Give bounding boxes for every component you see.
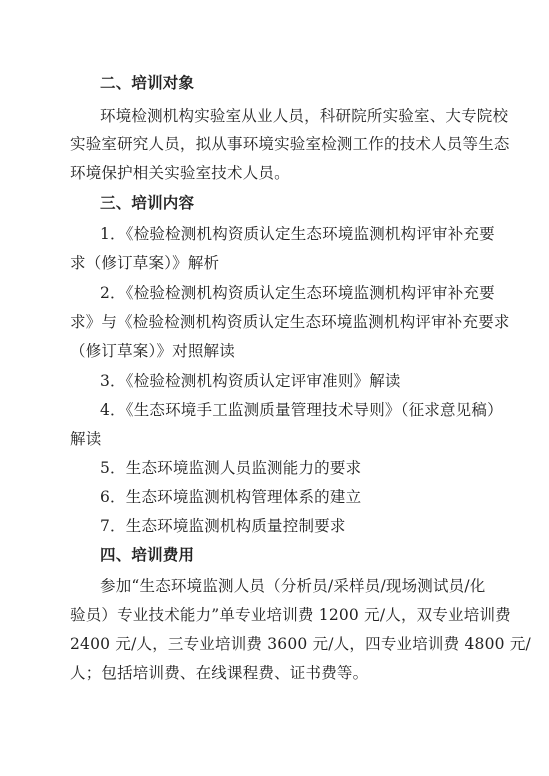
list-item-line: 3．《检验检测机构资质认定评审准则》解读 [100,372,401,390]
paragraph-line: 2400 元/人，三专业培训费 3600 元/人，四专业培训费 4800 元/ [70,635,531,653]
list-item-line: （修订草案）》对照解读 [70,342,235,360]
paragraph-line: 参加“生态环境监测人员（分析员/采样员/现场测试员/化 [100,577,486,595]
section-heading-training-content: 三、培训内容 [100,194,195,212]
list-item-line: 6．生态环境监测机构管理体系的建立 [100,488,362,506]
paragraph-line: 环境检测机构实验室从业人员，科研院所实验室、大专院校 [100,107,509,125]
paragraph-line: 验员）专业技术能力”单专业培训费 1200 元/人，双专业培训费 [70,606,511,624]
list-item-line: 解读 [70,430,102,448]
section-heading-training-target: 二、培训对象 [100,74,195,92]
paragraph-line: 实验室研究人员，拟从事环境实验室检测工作的技术人员等生态 [70,135,510,153]
list-item-line: 2．《检验检测机构资质认定生态环境监测机构评审补充要 [100,284,495,302]
list-item-line: 求》与《检验检测机构资质认定生态环境监测机构评审补充要求 [70,313,510,331]
list-item-line: 1．《检验检测机构资质认定生态环境监测机构评审补充要 [100,225,495,243]
list-item-line: 4．《生态环境手工监测质量管理技术导则》（征求意见稿） [100,401,503,419]
section-heading-training-fees: 四、培训费用 [100,546,195,564]
paragraph-line: 人；包括培训费、在线课程费、证书费等。 [70,664,369,682]
paragraph-line: 环境保护相关实验室技术人员。 [70,164,290,182]
list-item-line: 5．生态环境监测人员监测能力的要求 [100,459,362,477]
list-item-line: 7．生态环境监测机构质量控制要求 [100,517,346,535]
list-item-line: 求（修订草案）》解析 [70,254,220,272]
